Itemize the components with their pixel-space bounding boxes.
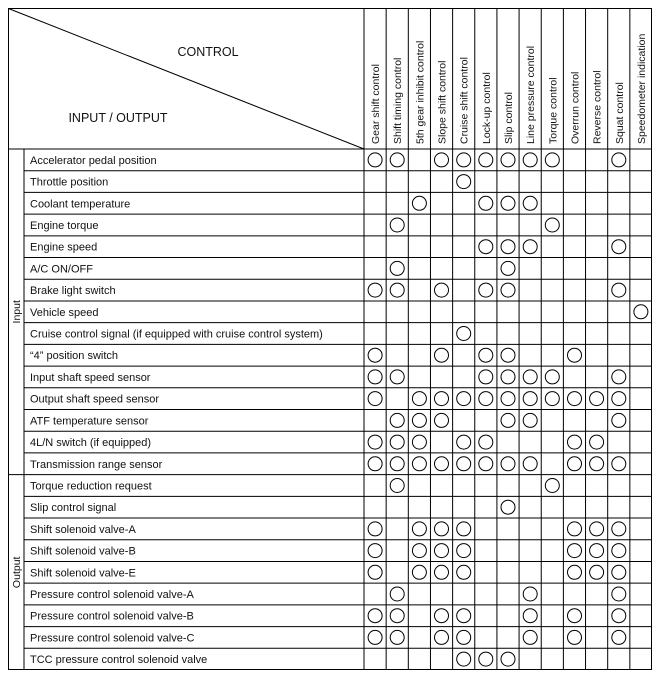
column-header: 5th gear inhibit control [414,40,427,144]
row-label: Vehicle speed [30,306,99,319]
row-label: Torque reduction request [30,480,152,493]
group-label: Input [11,300,23,324]
row-label: Throttle position [30,176,109,189]
row-label: TCC pressure control solenoid valve [30,654,208,667]
column-header: Reverse control [591,70,604,144]
row-label: 4L/N switch (if equipped) [30,437,152,450]
row-label: Engine torque [30,220,99,232]
header-control-label: CONTROL [177,45,239,59]
row-label: Accelerator pedal position [30,154,157,167]
row-label: Coolant temperature [30,198,131,211]
column-header: Cruise shift control [458,57,471,144]
row-label: Cruise control signal (if equipped with cruise control system) [30,328,323,341]
row-label: Output shaft speed sensor [30,393,160,406]
control-matrix-table [8,8,652,670]
row-label: Slip control signal [30,502,117,515]
column-header: Gear shift control [370,64,383,144]
row-label: Shift solenoid valve-E [30,567,136,580]
row-label: Pressure control solenoid valve-C [30,632,195,645]
row-label: Engine speed [30,241,98,254]
row-label: A/C ON/OFF [30,263,93,276]
header-io-label: INPUT / OUTPUT [68,111,168,125]
row-label: Transmission range sensor [30,458,163,471]
column-header: Line pressure control [525,45,538,144]
row-label: Input shaft speed sensor [30,371,151,384]
row-label: Shift solenoid valve-B [30,545,136,558]
row-label: Pressure control solenoid valve-B [30,610,194,623]
column-header: Speedometer indication [635,33,648,144]
group-label: Output [11,556,23,589]
column-header: Lock-up control [480,72,493,144]
row-label: ATF temperature sensor [30,415,149,428]
column-header: Overrun control [569,71,582,144]
column-header: Torque control [547,77,560,144]
row-label: “4” position switch [30,350,119,363]
column-header: Slip control [503,92,515,144]
column-header: Squat control [613,82,626,144]
row-label: Shift solenoid valve-A [30,523,136,536]
row-label: Brake light switch [30,285,116,298]
column-header: Shift timing control [392,57,405,144]
row-label: Pressure control solenoid valve-A [30,589,194,601]
column-header: Slope shift control [436,60,449,144]
